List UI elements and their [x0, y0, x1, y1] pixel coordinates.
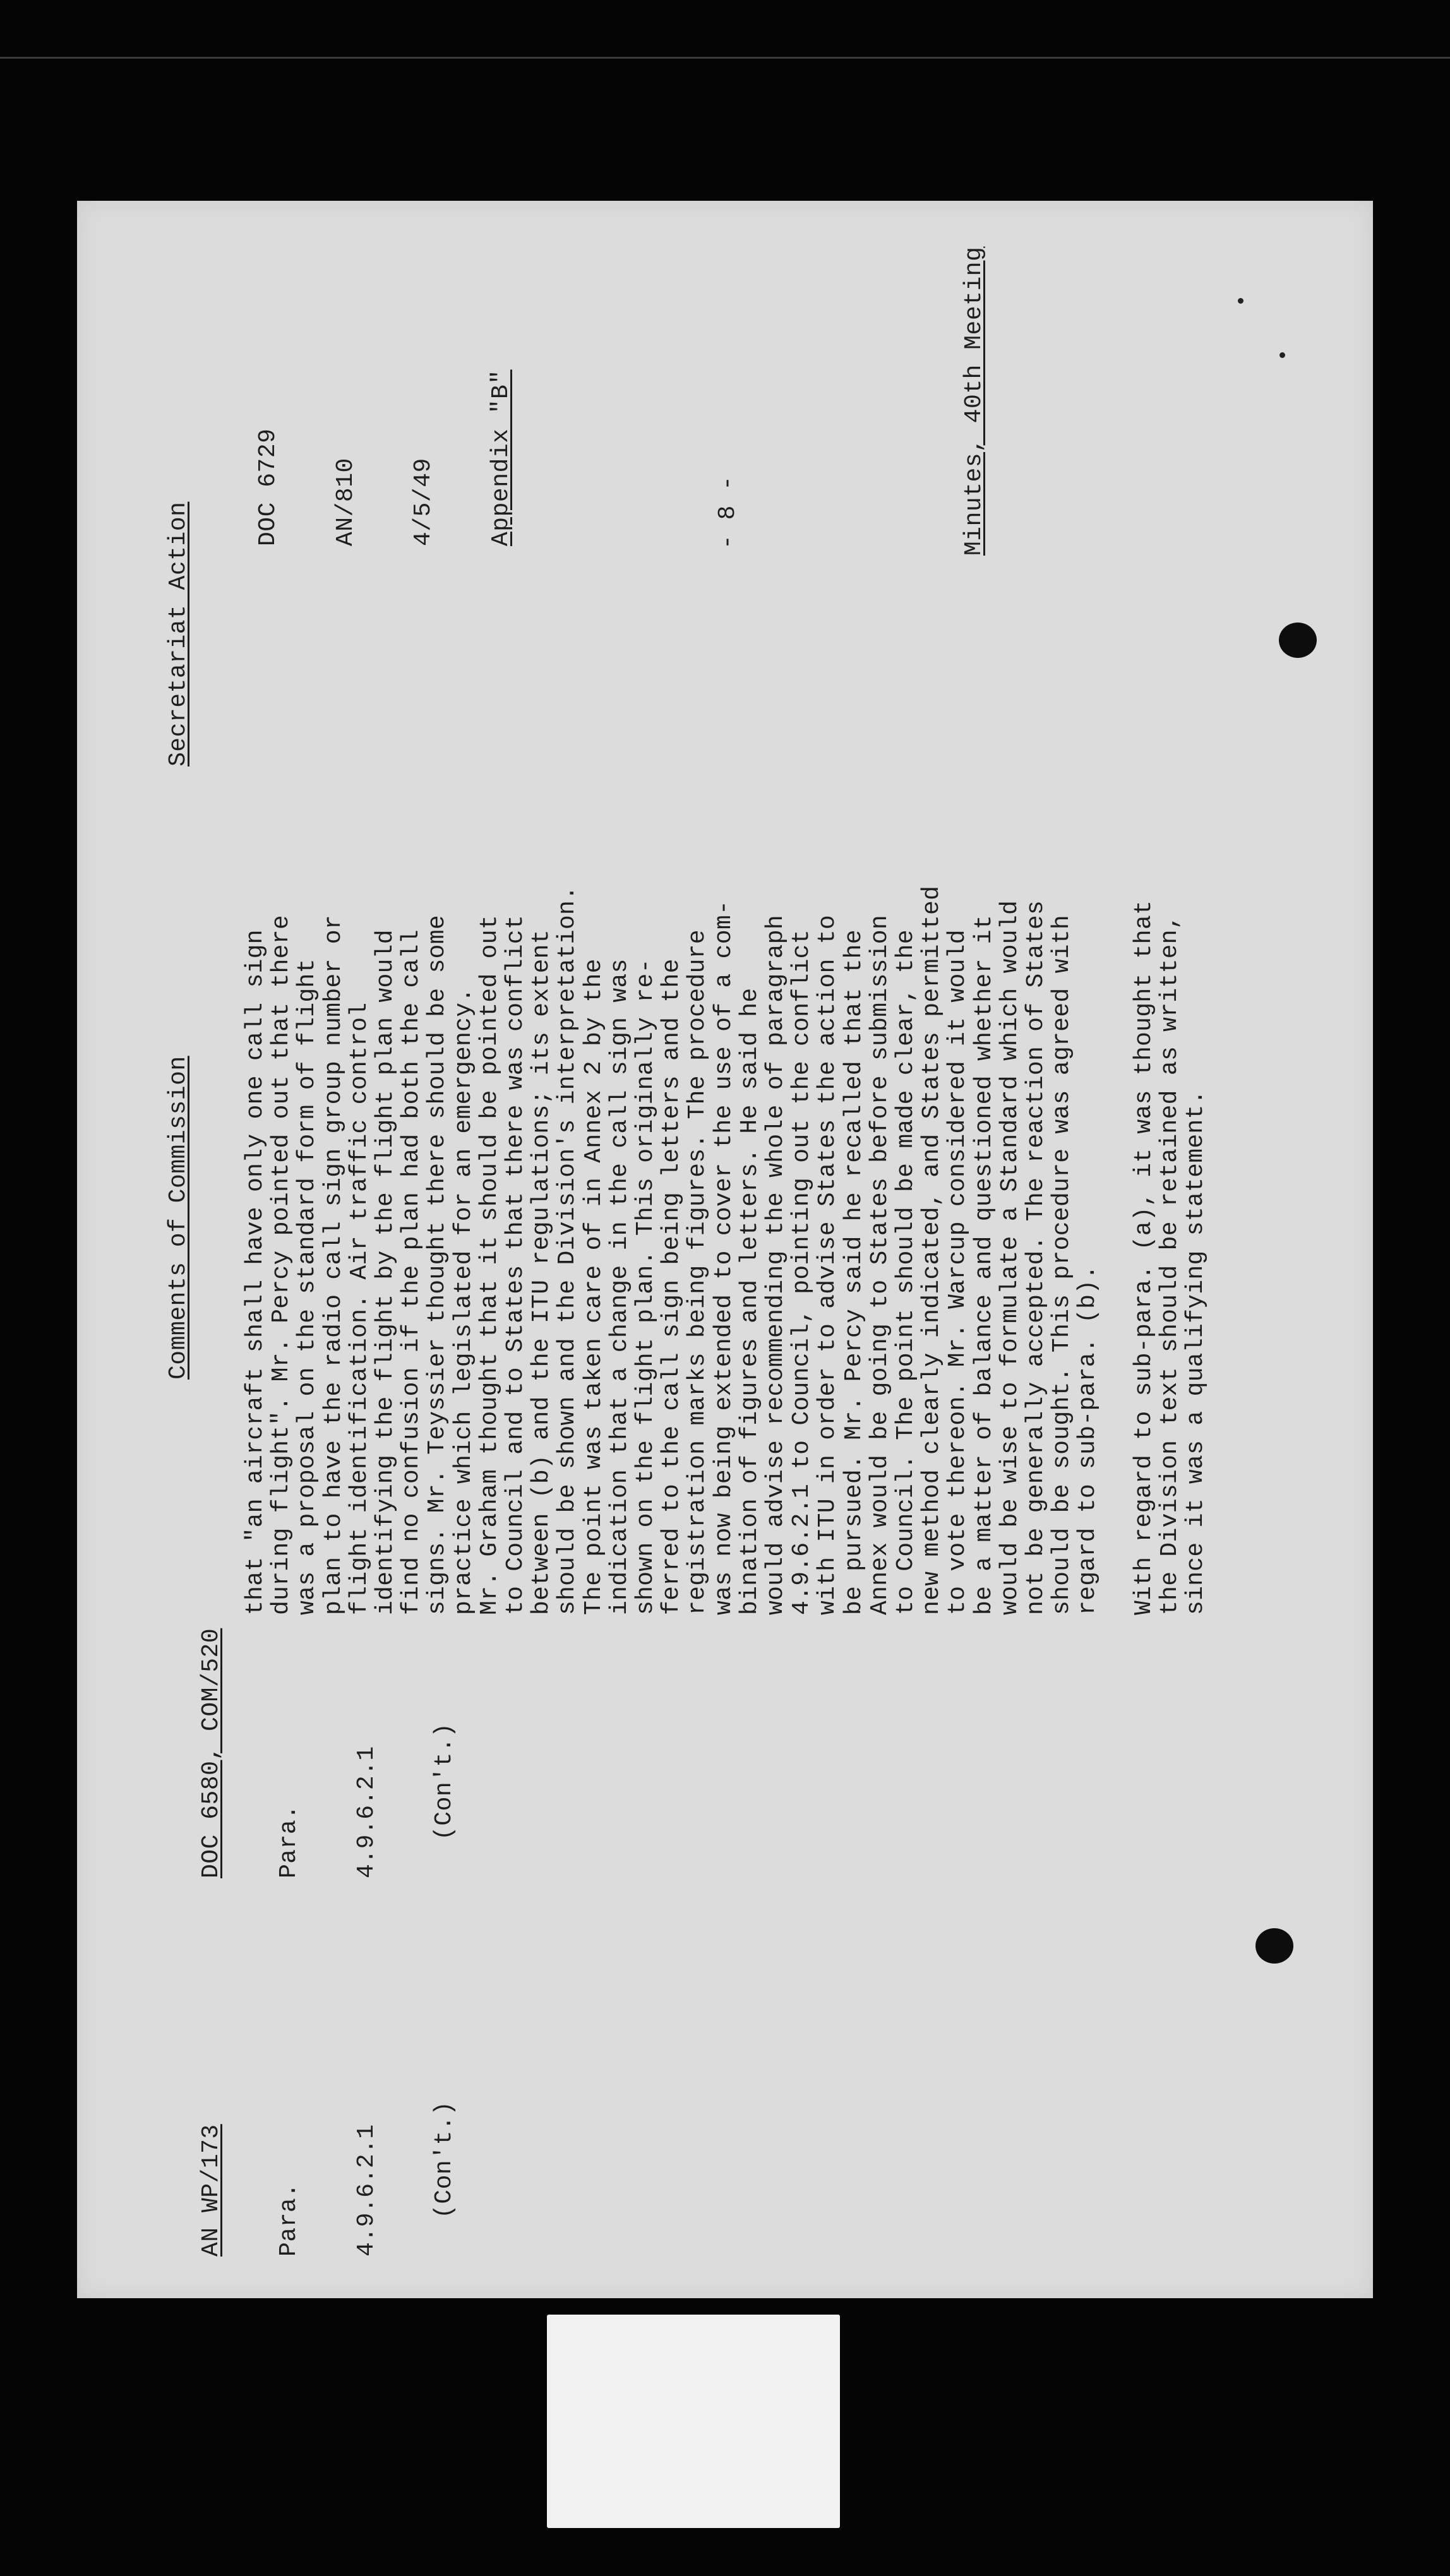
- ref1-block: [147, 2101, 509, 2257]
- body-line: shown on the flight plan. This originally re-: [632, 958, 659, 1615]
- body-line: during flight". Mr. Percy pointed out that there: [268, 915, 296, 1615]
- body-line: signs. Mr. Teyssier thought there should be some: [424, 915, 452, 1615]
- body-line: practice which legislated for an emergency.: [450, 987, 477, 1615]
- body-line: The point was taken care of in Annex 2 by the: [580, 958, 608, 1615]
- closing-line: With regard to sub-para. (a), it was thought that: [1130, 900, 1158, 1615]
- body-line: plan to have the radio call sign group number or: [320, 915, 347, 1615]
- ref2-cont: (Con't.): [431, 1722, 458, 1840]
- body-line: 4.9.6.2.1 to Council, pointing out the conflict: [788, 929, 816, 1615]
- body-line: would advise recommending the whole of paragraph: [762, 915, 789, 1615]
- body-line: be a matter of balance and questioned whether it: [970, 915, 998, 1615]
- body-line: would be wise to formulate a Standard which would: [996, 900, 1024, 1615]
- ref2-block: [147, 1628, 509, 1878]
- body-line: registration marks being figures. The procedure: [684, 929, 712, 1615]
- body-line: to vote thereon. Mr. Warcup considered it would: [944, 929, 972, 1615]
- ref1-para: 4.9.6.2.1: [353, 2124, 380, 2257]
- body-line: Annex would be going to States before submission: [866, 915, 894, 1615]
- body-line: flight identification. Air traffic control: [345, 1002, 373, 1615]
- ref1-cont: (Con't.): [431, 2101, 458, 2219]
- ref1-title: AN WP/173: [198, 2124, 225, 2257]
- body-line: to Council. The point should be made clear, the: [892, 929, 920, 1615]
- body-line: between (b) and the ITU regulations; its extent: [528, 929, 556, 1615]
- reference-card: [547, 2315, 840, 2528]
- body-line: should be shown and the Division's interpretation.: [554, 885, 582, 1615]
- closing-line: since it was a qualifying statement.: [1182, 1090, 1210, 1615]
- header-block: [203, 369, 566, 546]
- closing-line: the Division text should be retained as written,: [1156, 915, 1183, 1615]
- body-line: be pursued. Mr. Percy said he recalled that the: [840, 929, 868, 1615]
- doc-number: DOC 6729: [255, 428, 282, 546]
- ref1-para-label: Para.: [275, 2183, 303, 2257]
- body-line: was now being extended to cover the use of a com-: [710, 900, 738, 1615]
- body-line: to Council and to States that there was conflict: [502, 915, 529, 1615]
- ref2-title: DOC 6580, COM/520: [198, 1628, 225, 1878]
- body-line: new method clearly indicated, and States permitted: [918, 885, 946, 1615]
- secretariat-heading: Secretariat Action: [165, 501, 192, 766]
- minutes-title: Minutes, 40th Meeting: [961, 246, 988, 556]
- rotated-content: [77, 201, 1373, 2298]
- body-line: with ITU in order to advise States the action to: [814, 915, 842, 1615]
- body-line: was a proposal on the standard form of flight: [294, 958, 321, 1615]
- body-line: indication that a change in the call sign was: [606, 958, 633, 1615]
- body-line: regard to sub-para. (b).: [1074, 1265, 1102, 1615]
- body-line: not be generally accepted. The reaction of States: [1022, 900, 1050, 1615]
- body-line: find no confusion if the plan had both the call: [398, 929, 426, 1615]
- body-line: Mr. Graham thought that it should be pointed out: [476, 915, 503, 1615]
- body-line: ferred to the call sign being letters and the: [658, 958, 686, 1615]
- film-edge-line: [0, 57, 1450, 59]
- body-line: should be sought. This procedure was agreed with: [1048, 915, 1076, 1615]
- document-page: [77, 201, 1373, 2298]
- date: 4/5/49: [410, 458, 437, 546]
- appendix: Appendix "B": [488, 369, 515, 546]
- body-line: identifying the flight by the flight plan would: [372, 929, 399, 1615]
- comments-heading: Comments of Commission: [165, 1056, 192, 1380]
- ref2-para-label: Para.: [275, 1804, 303, 1878]
- body-line: bination of figures and letters. He said he: [736, 987, 764, 1615]
- ref2-para: 4.9.6.2.1: [353, 1746, 380, 1878]
- an-number: AN/810: [332, 458, 359, 546]
- page-number: - 8 -: [714, 475, 741, 549]
- body-line: that "an aircraft shall have only one call sign: [242, 929, 269, 1615]
